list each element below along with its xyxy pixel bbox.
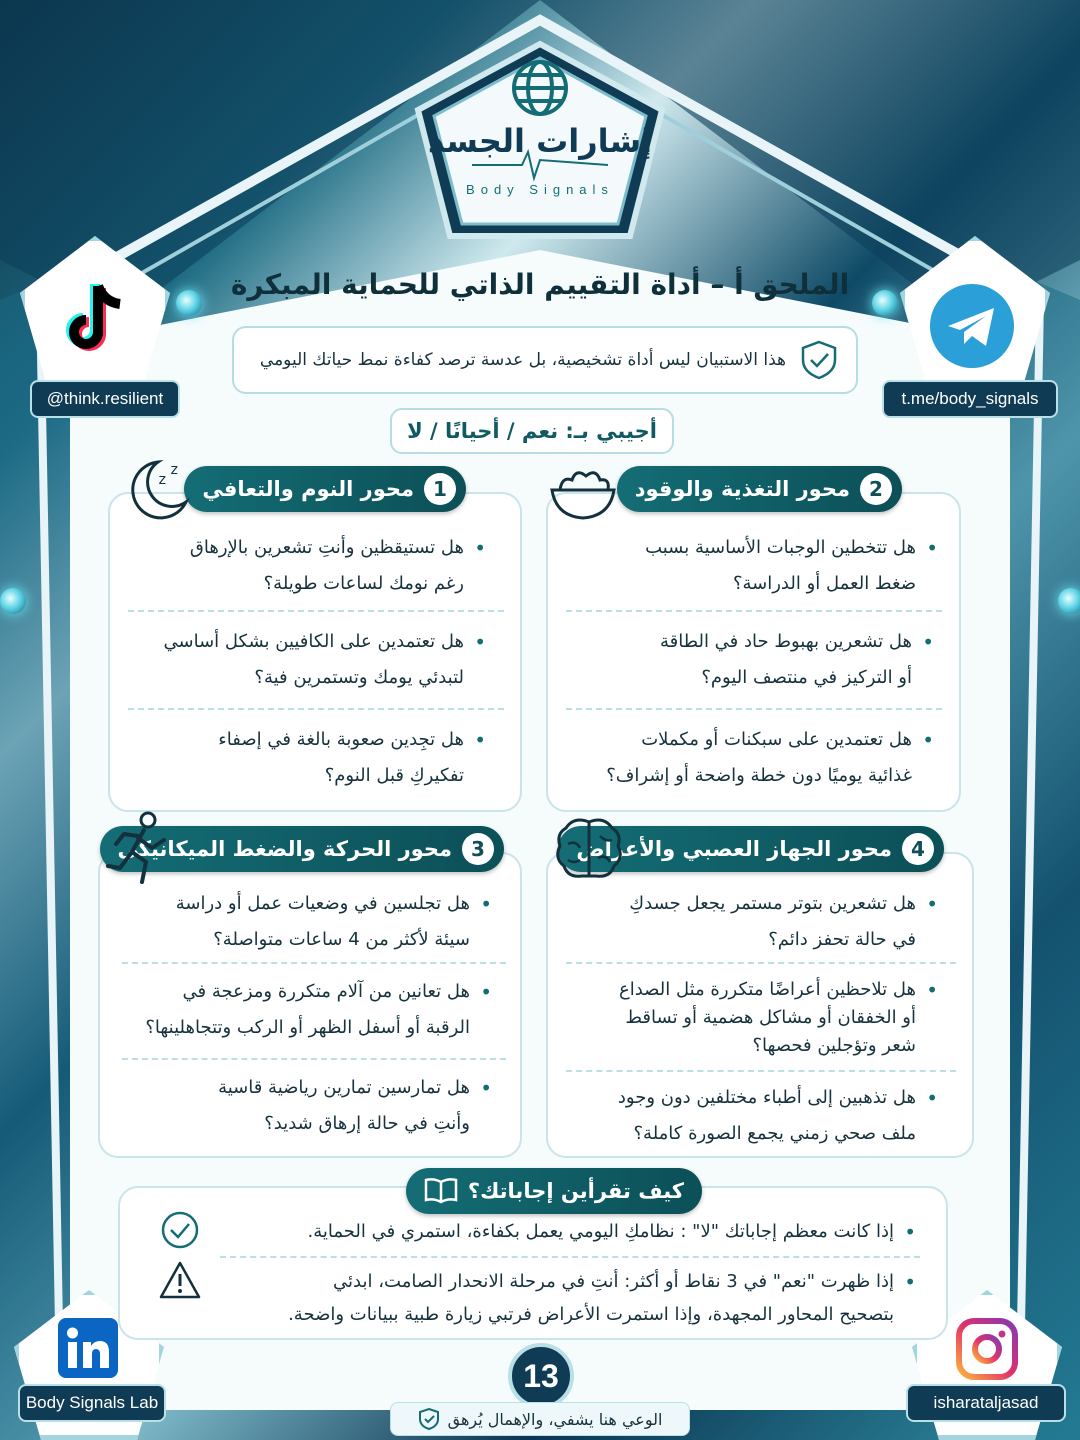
axis-title: محور النوم والتعافي (202, 477, 414, 501)
question-divider (128, 708, 504, 710)
question-3-2: • هل تعانين من آلام متكررة ومزعجة في الرقبة أو أسفل الظهر أو الركب وتتجاهلينها؟ (110, 974, 470, 1046)
disclaimer-box (232, 326, 858, 394)
brand-name-en: Body Signals (466, 182, 614, 197)
question-3-3: • هل تمارسين تمارين رياضية قاسية وأنتِ في حالة إرهاق شديد؟ (150, 1070, 470, 1142)
instagram-handle[interactable]: isharataljasad (906, 1384, 1066, 1422)
footer-text: الوعي هنا يشفي، والإهمال يُرهق (447, 1409, 663, 1429)
question-4-2: • هل تلاحظين أعراضًا متكررة مثل الصداع أو الخفقان أو مشاكل هضمية أو تساقط شعر وتؤجلين فحصها؟ (576, 976, 916, 1060)
footer-slogan (390, 1402, 690, 1436)
reading-line-yes-continued: بتصحيح المحاور المجهدة، وإذا استمرت الأعراض فرتبي زيارة طبية ببيانات واضحة. (288, 1304, 894, 1325)
reading-guide-header (406, 1168, 702, 1214)
disclaimer-text: هذا الاستبيان ليس أداة تشخيصية، بل عدسة ترصد كفاءة نمط حياتك اليومي (259, 350, 786, 370)
axis-title: محور الجهاز العصبي والأعراض (576, 837, 892, 861)
salad-bowl-icon (548, 462, 618, 522)
telegram-handle[interactable]: t.me/body_signals (882, 380, 1058, 418)
axis-title: محور التغذية والوقود (634, 477, 850, 501)
axis-header-2 (617, 466, 902, 512)
linkedin-icon (58, 1318, 118, 1378)
question-1-1: • هل تستيقظين وأنتِ تشعرين بالإرهاق رغم نومك لساعات طويلة؟ (144, 530, 464, 602)
reading-divider (220, 1256, 920, 1258)
question-4-1: • هل تشعرين بتوتر مستمر يجعل جسدكِ في حالة تحفز دائم؟ (586, 886, 916, 958)
page-title: الملحق أ – أداة التقييم الذاتي للحماية المبكرة (230, 268, 850, 301)
tiktok-handle[interactable]: @think.resilient (30, 380, 180, 418)
axis-header-1 (184, 466, 466, 512)
question-divider (566, 708, 942, 710)
telegram-icon (928, 282, 1016, 370)
moon-zzz-icon (124, 456, 204, 522)
question-divider (128, 610, 504, 612)
reading-guide-title: كيف تقرأين إجاباتك؟ (467, 1179, 684, 1203)
question-4-3: • هل تذهبين إلى أطباء مختلفين دون وجود ملف صحي زمني يجمع الصورة كاملة؟ (556, 1080, 916, 1152)
instagram-icon (956, 1318, 1018, 1380)
brand-name-ar: إشارات الجسد (427, 122, 653, 160)
axis-number: 1 (424, 473, 456, 505)
question-1-2: • هل تعتمدين على الكافيين بشكل أساسي لتبدئي يومك وتستمرين فية؟ (144, 624, 464, 696)
axis-title: محور الحركة والضغط الميكانيكي (117, 837, 452, 861)
linkedin-handle[interactable]: Body Signals Lab (18, 1384, 166, 1422)
question-2-2: • هل تشعرين بهبوط حاد في الطاقة أو التركيز في منتصف اليوم؟ (592, 624, 912, 696)
brain-icon (554, 816, 624, 882)
decorative-orb (1058, 588, 1080, 614)
decorative-orb (0, 588, 26, 614)
question-2-1: • هل تتخطين الوجبات الأساسية بسبب ضغط العمل أو الدراسة؟ (596, 530, 916, 602)
question-divider (566, 1070, 956, 1072)
question-divider (122, 1058, 506, 1060)
shield-check-icon (800, 340, 838, 380)
question-divider (122, 962, 506, 964)
page-number: 13 (508, 1343, 574, 1409)
axis-number: 2 (860, 473, 892, 505)
question-divider (566, 610, 942, 612)
svg-text:z: z (170, 462, 178, 478)
axis-number: 3 (462, 833, 494, 865)
reading-line-no: • إذا كانت معظم إجاباتك "لا" : نظامكِ اليومي يعمل بكفاءة، استمري في الحماية. (194, 1214, 894, 1250)
svg-text:z: z (158, 472, 166, 488)
shield-check-icon (418, 1407, 440, 1431)
question-1-3: • هل تجِدين صعوبة بالغة في إصفاء تفكيركِ قبل النوم؟ (144, 722, 464, 794)
running-person-icon (104, 810, 170, 886)
reading-line-yes: • إذا ظهرت "نعم" في 3 نقاط أو أكثر: أنتِ في مرحلة الانحدار الصامت، ابدئي (194, 1264, 894, 1300)
axis-number: 4 (902, 833, 934, 865)
question-divider (566, 962, 956, 964)
answer-options: أجيبي بـ: نعم / أحيانًا / لا (390, 408, 674, 454)
tiktok-icon (62, 282, 128, 354)
question-2-3: • هل تعتمدين على سبكنات أو مكملات غذائية يوميًا دون خطة واضحة أو إشراف؟ (572, 722, 912, 794)
book-icon (424, 1178, 458, 1204)
question-3-1: • هل تجلسين في وضعيات عمل أو دراسة سيئة لأكثر من 4 ساعات متواصلة؟ (140, 886, 470, 958)
